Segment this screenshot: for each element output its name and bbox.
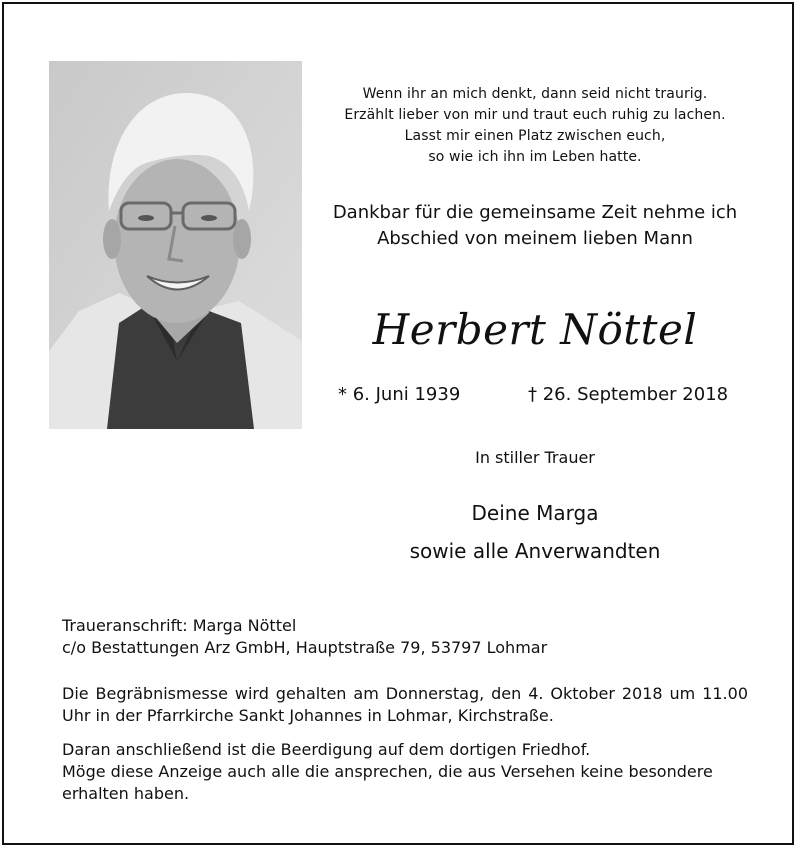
intro-text — [304, 200, 766, 252]
burial-text — [62, 739, 748, 805]
mourner-line: sowie alle Anverwandten — [409, 539, 661, 563]
birth-date: * 6. Juni 1939 — [338, 384, 461, 405]
mourners — [304, 494, 766, 570]
poem-line: so wie ich ihn im Leben hatte. — [428, 149, 642, 165]
portrait-photo — [49, 61, 302, 429]
portrait-illustration — [49, 61, 302, 429]
poem-line: Erzählt lieber von mir und traut euch ruhig zu lachen. — [344, 107, 726, 123]
address-line: Traueranschrift: Marga Nöttel — [62, 616, 297, 635]
funeral-mass-text: Die Begräbnismesse wird gehalten am Donnerstag, den 4. Oktober 2018 um 11.00 Uhr in der Pfarrkirche Sankt Johannes in Lohmar, Kirchstraße. — [62, 684, 748, 725]
poem-line: Lasst mir einen Platz zwischen euch, — [404, 128, 666, 144]
intro-line: Dankbar für die gemeinsame Zeit nehme ich — [332, 202, 738, 223]
mourner-line: Deine Marga — [471, 501, 599, 525]
deceased-name: Herbert Nöttel — [372, 305, 698, 354]
burial-line: Daran anschließend ist die Beerdigung auf dem dortigen Friedhof. — [62, 740, 591, 759]
poem — [304, 84, 766, 168]
intro-line: Abschied von meinem lieben Mann — [377, 228, 693, 249]
mourning-address — [62, 615, 748, 659]
poem-line: Wenn ihr an mich denkt, dann seid nicht traurig. — [362, 86, 708, 102]
mourning-line: In stiller Trauer — [475, 448, 595, 467]
burial-line: Möge diese Anzeige auch alle die ansprechen, die aus Versehen keine besondere — [62, 762, 713, 781]
address-line: c/o Bestattungen Arz GmbH, Hauptstraße 79, 53797 Lohmar — [62, 638, 548, 657]
death-date: † 26. September 2018 — [528, 384, 729, 405]
obituary-notice — [2, 2, 794, 845]
burial-line: erhalten haben. — [62, 784, 190, 803]
